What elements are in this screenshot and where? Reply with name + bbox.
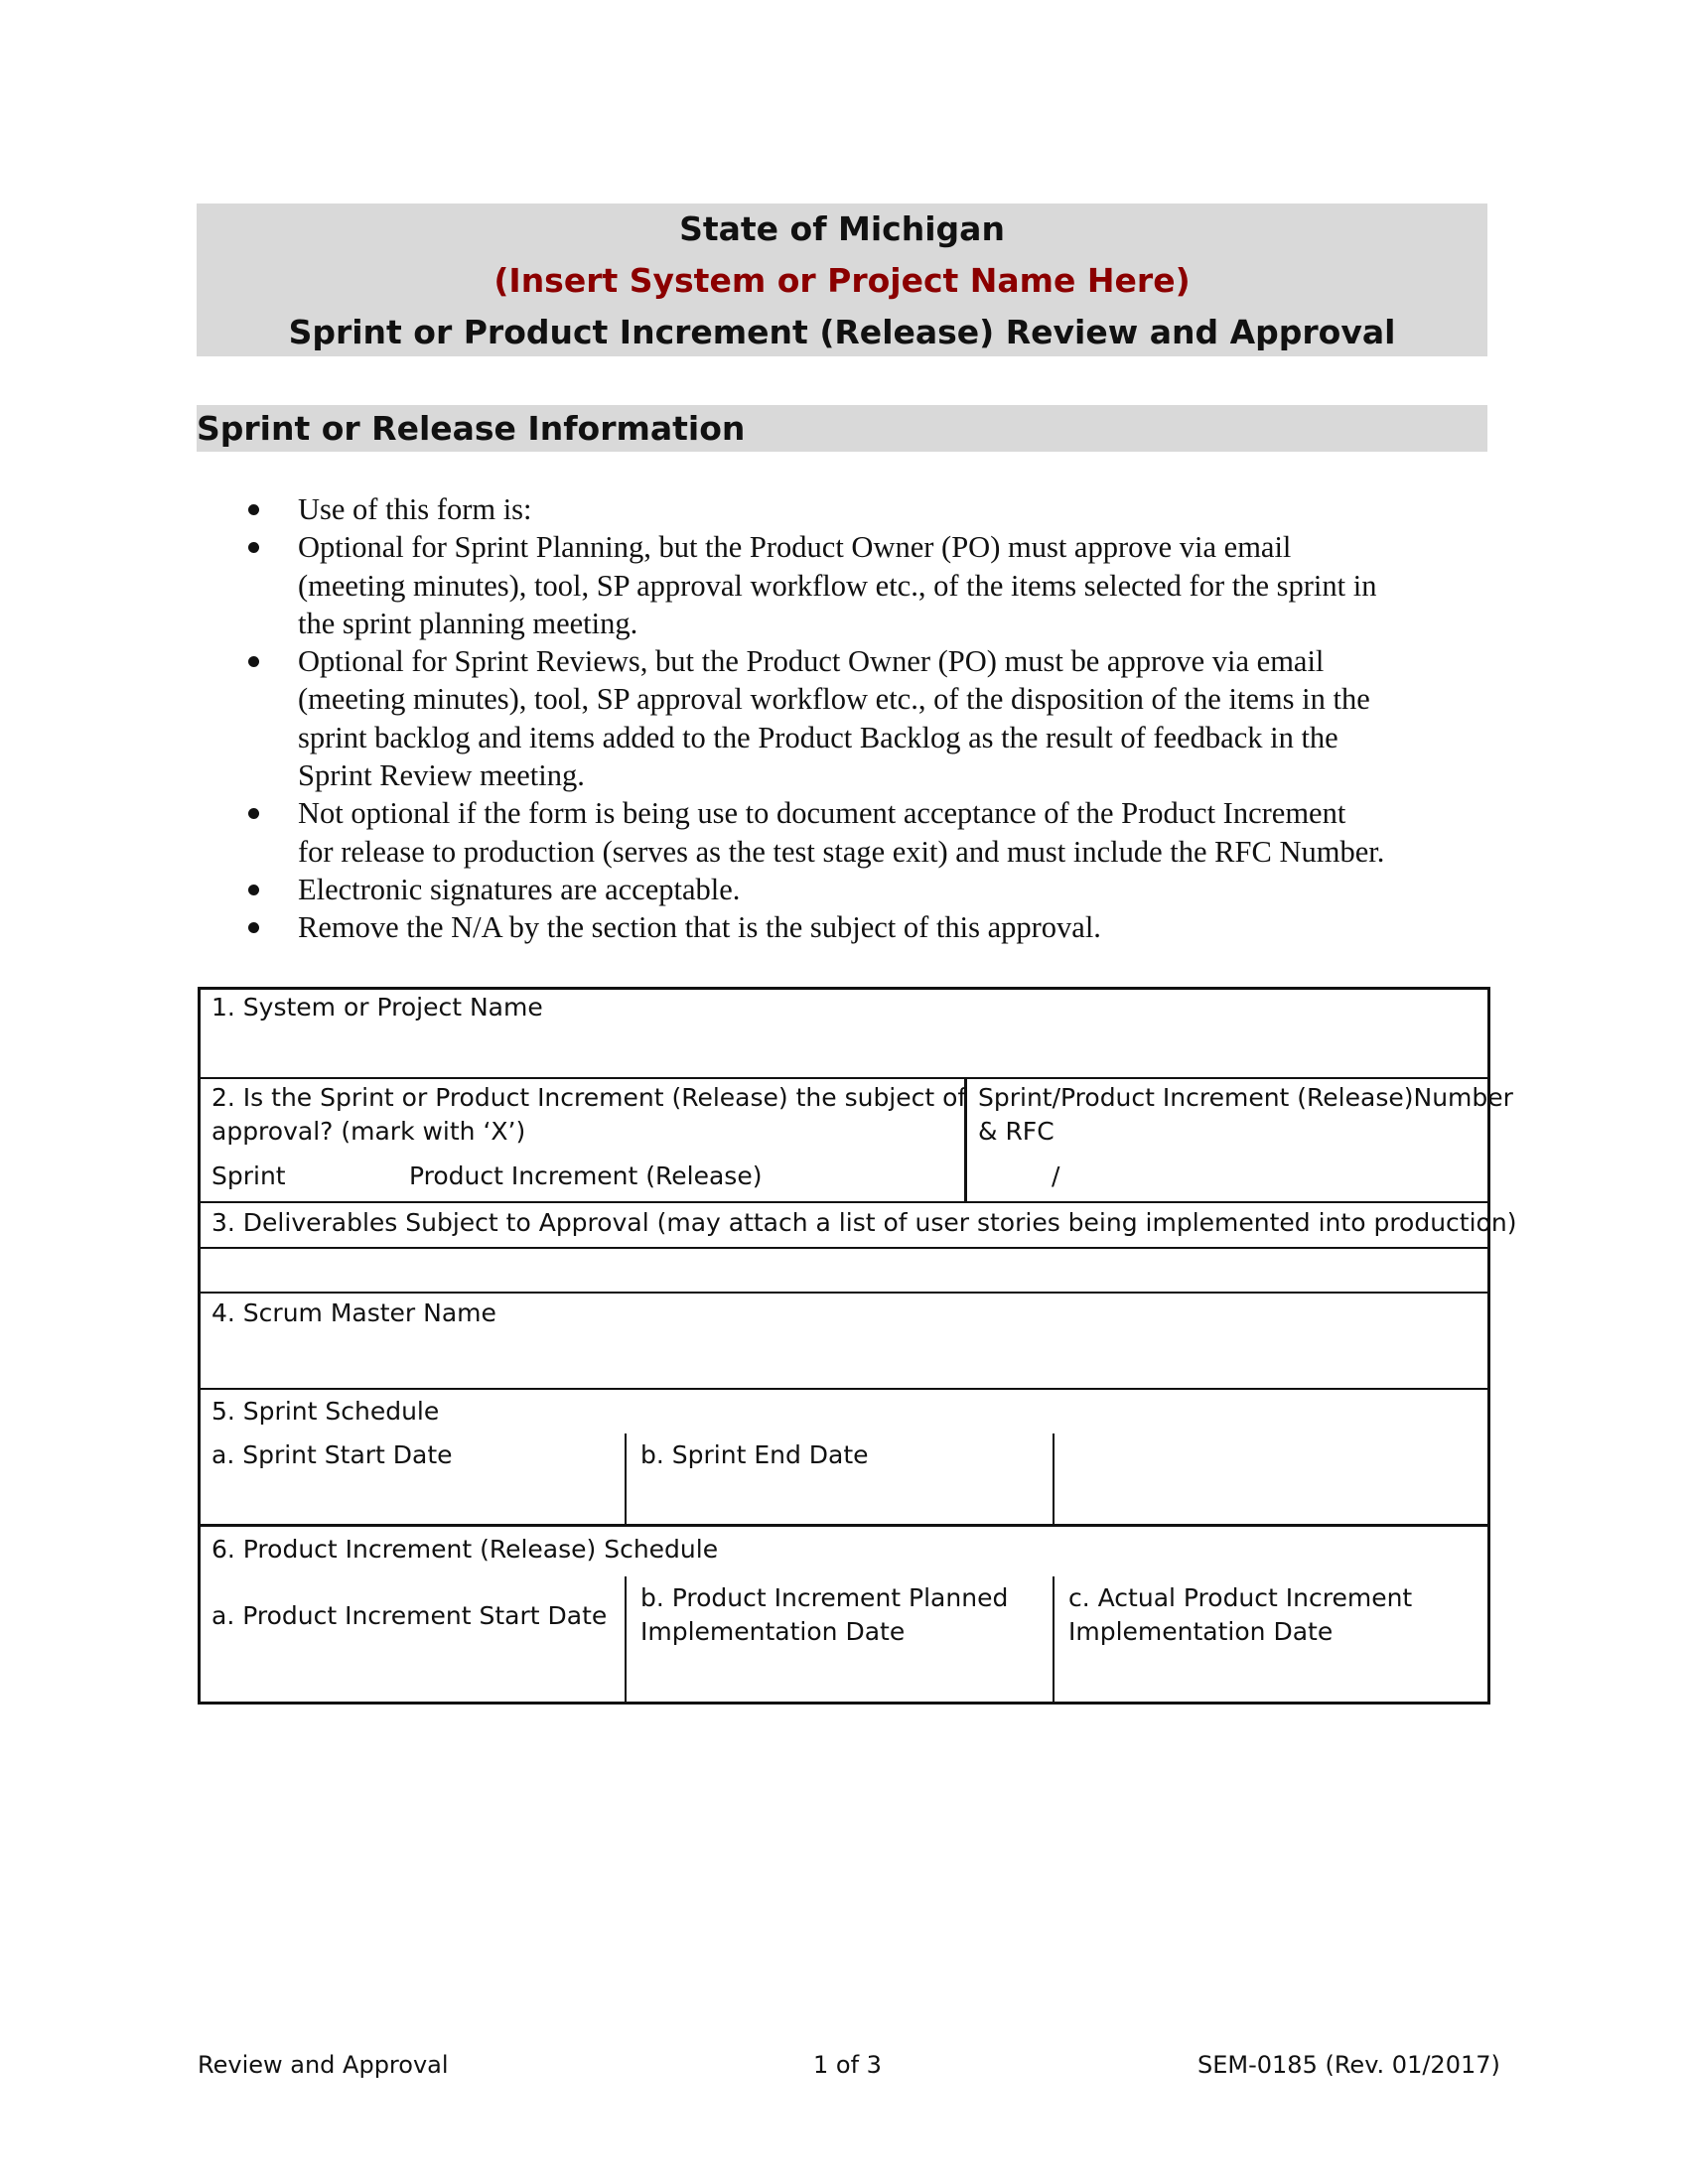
bullet-icon <box>248 656 259 667</box>
row-divider <box>198 1388 1490 1390</box>
footer-form-id: SEM-0185 (Rev. 01/2017) <box>1197 2051 1500 2079</box>
approval-form <box>198 987 1517 1705</box>
footer-page-number: 1 of 3 <box>813 2051 882 2079</box>
field-subject-label-line1: 2. Is the Sprint or Product Increment (Release) the subject of <box>211 1083 967 1112</box>
field-number-rfc-input[interactable]: / <box>1052 1161 1060 1190</box>
section-heading: Sprint or Release Information <box>197 405 1487 452</box>
form-title: Sprint or Product Increment (Release) Review and Approval <box>288 313 1396 351</box>
field-sprint-schedule-extra[interactable] <box>1068 1438 1466 1518</box>
bullet-icon <box>248 885 259 895</box>
field-actual-increment-date-line2[interactable]: Implementation Date <box>1068 1617 1334 1646</box>
list-item: Optional for Sprint Reviews, but the Product Owner (PO) must be approve via email (meeting minutes), tool, SP approval workflow etc., of the disposition of the items in the sprint backlog and items added to the Product Backlog as the result of feedback in the Sprint Review meeting. <box>197 642 1507 794</box>
list-item: Use of this form is: <box>197 490 1507 528</box>
project-name-placeholder: (Insert System or Project Name Here) <box>493 261 1191 300</box>
document-header <box>197 204 1487 356</box>
list-item: Electronic signatures are acceptable. <box>197 871 1507 908</box>
column-divider <box>1053 1576 1055 1702</box>
column-divider <box>625 1576 627 1702</box>
field-deliverables-label: 3. Deliverables Subject to Approval (may attach a list of user stories being implemented into production) <box>211 1208 1517 1237</box>
column-divider <box>625 1433 627 1526</box>
footer-left: Review and Approval <box>198 2051 449 2079</box>
list-item: Not optional if the form is being use to document acceptance of the Product Increment for release to production (serves as the test stage exit) and must include the RFC Number. <box>197 794 1507 871</box>
instructions-list <box>197 490 1507 947</box>
row-divider <box>198 1201 1490 1203</box>
bullet-icon <box>248 808 259 819</box>
field-scrum-master-label: 4. Scrum Master Name <box>211 1298 496 1327</box>
field-deliverables-input[interactable] <box>211 1250 1473 1290</box>
field-number-rfc-label-line2: & RFC <box>978 1117 1055 1146</box>
option-sprint[interactable]: Sprint <box>211 1161 286 1190</box>
bullet-icon <box>248 504 259 515</box>
column-divider <box>1053 1433 1055 1526</box>
field-release-schedule-label: 6. Product Increment (Release) Schedule <box>211 1535 719 1564</box>
row-divider <box>198 1247 1490 1249</box>
field-scrum-master-input[interactable] <box>211 1334 1473 1384</box>
bullet-icon <box>248 542 259 553</box>
field-subject-label-line2: approval? (mark with ‘X’) <box>211 1117 526 1146</box>
field-actual-increment-date-line1[interactable]: c. Actual Product Increment <box>1068 1583 1413 1612</box>
field-sprint-start-date[interactable]: a. Sprint Start Date <box>211 1440 453 1469</box>
field-increment-planned-date-line2[interactable]: Implementation Date <box>640 1617 906 1646</box>
field-increment-start-date[interactable]: a. Product Increment Start Date <box>211 1601 608 1630</box>
field-system-name-input[interactable] <box>211 1028 1473 1072</box>
org-title: State of Michigan <box>679 209 1005 248</box>
field-number-rfc-label-line1: Sprint/Product Increment (Release)Number <box>978 1083 1513 1112</box>
field-sprint-end-date[interactable]: b. Sprint End Date <box>640 1440 869 1469</box>
list-item: Remove the N/A by the section that is the subject of this approval. <box>197 908 1507 946</box>
bullet-icon <box>248 922 259 933</box>
row-divider <box>198 1077 1490 1079</box>
field-sprint-schedule-label: 5. Sprint Schedule <box>211 1397 440 1426</box>
row-divider <box>198 1292 1490 1294</box>
list-item: Optional for Sprint Planning, but the Product Owner (PO) must approve via email (meeting minutes), tool, SP approval workflow etc., of the items selected for the sprint in the sprint planning meeting. <box>197 528 1507 642</box>
field-system-name-label: 1. System or Project Name <box>211 993 543 1022</box>
row-divider <box>198 1524 1490 1527</box>
field-increment-planned-date-line1[interactable]: b. Product Increment Planned <box>640 1583 1009 1612</box>
option-product-increment[interactable]: Product Increment (Release) <box>409 1161 763 1190</box>
